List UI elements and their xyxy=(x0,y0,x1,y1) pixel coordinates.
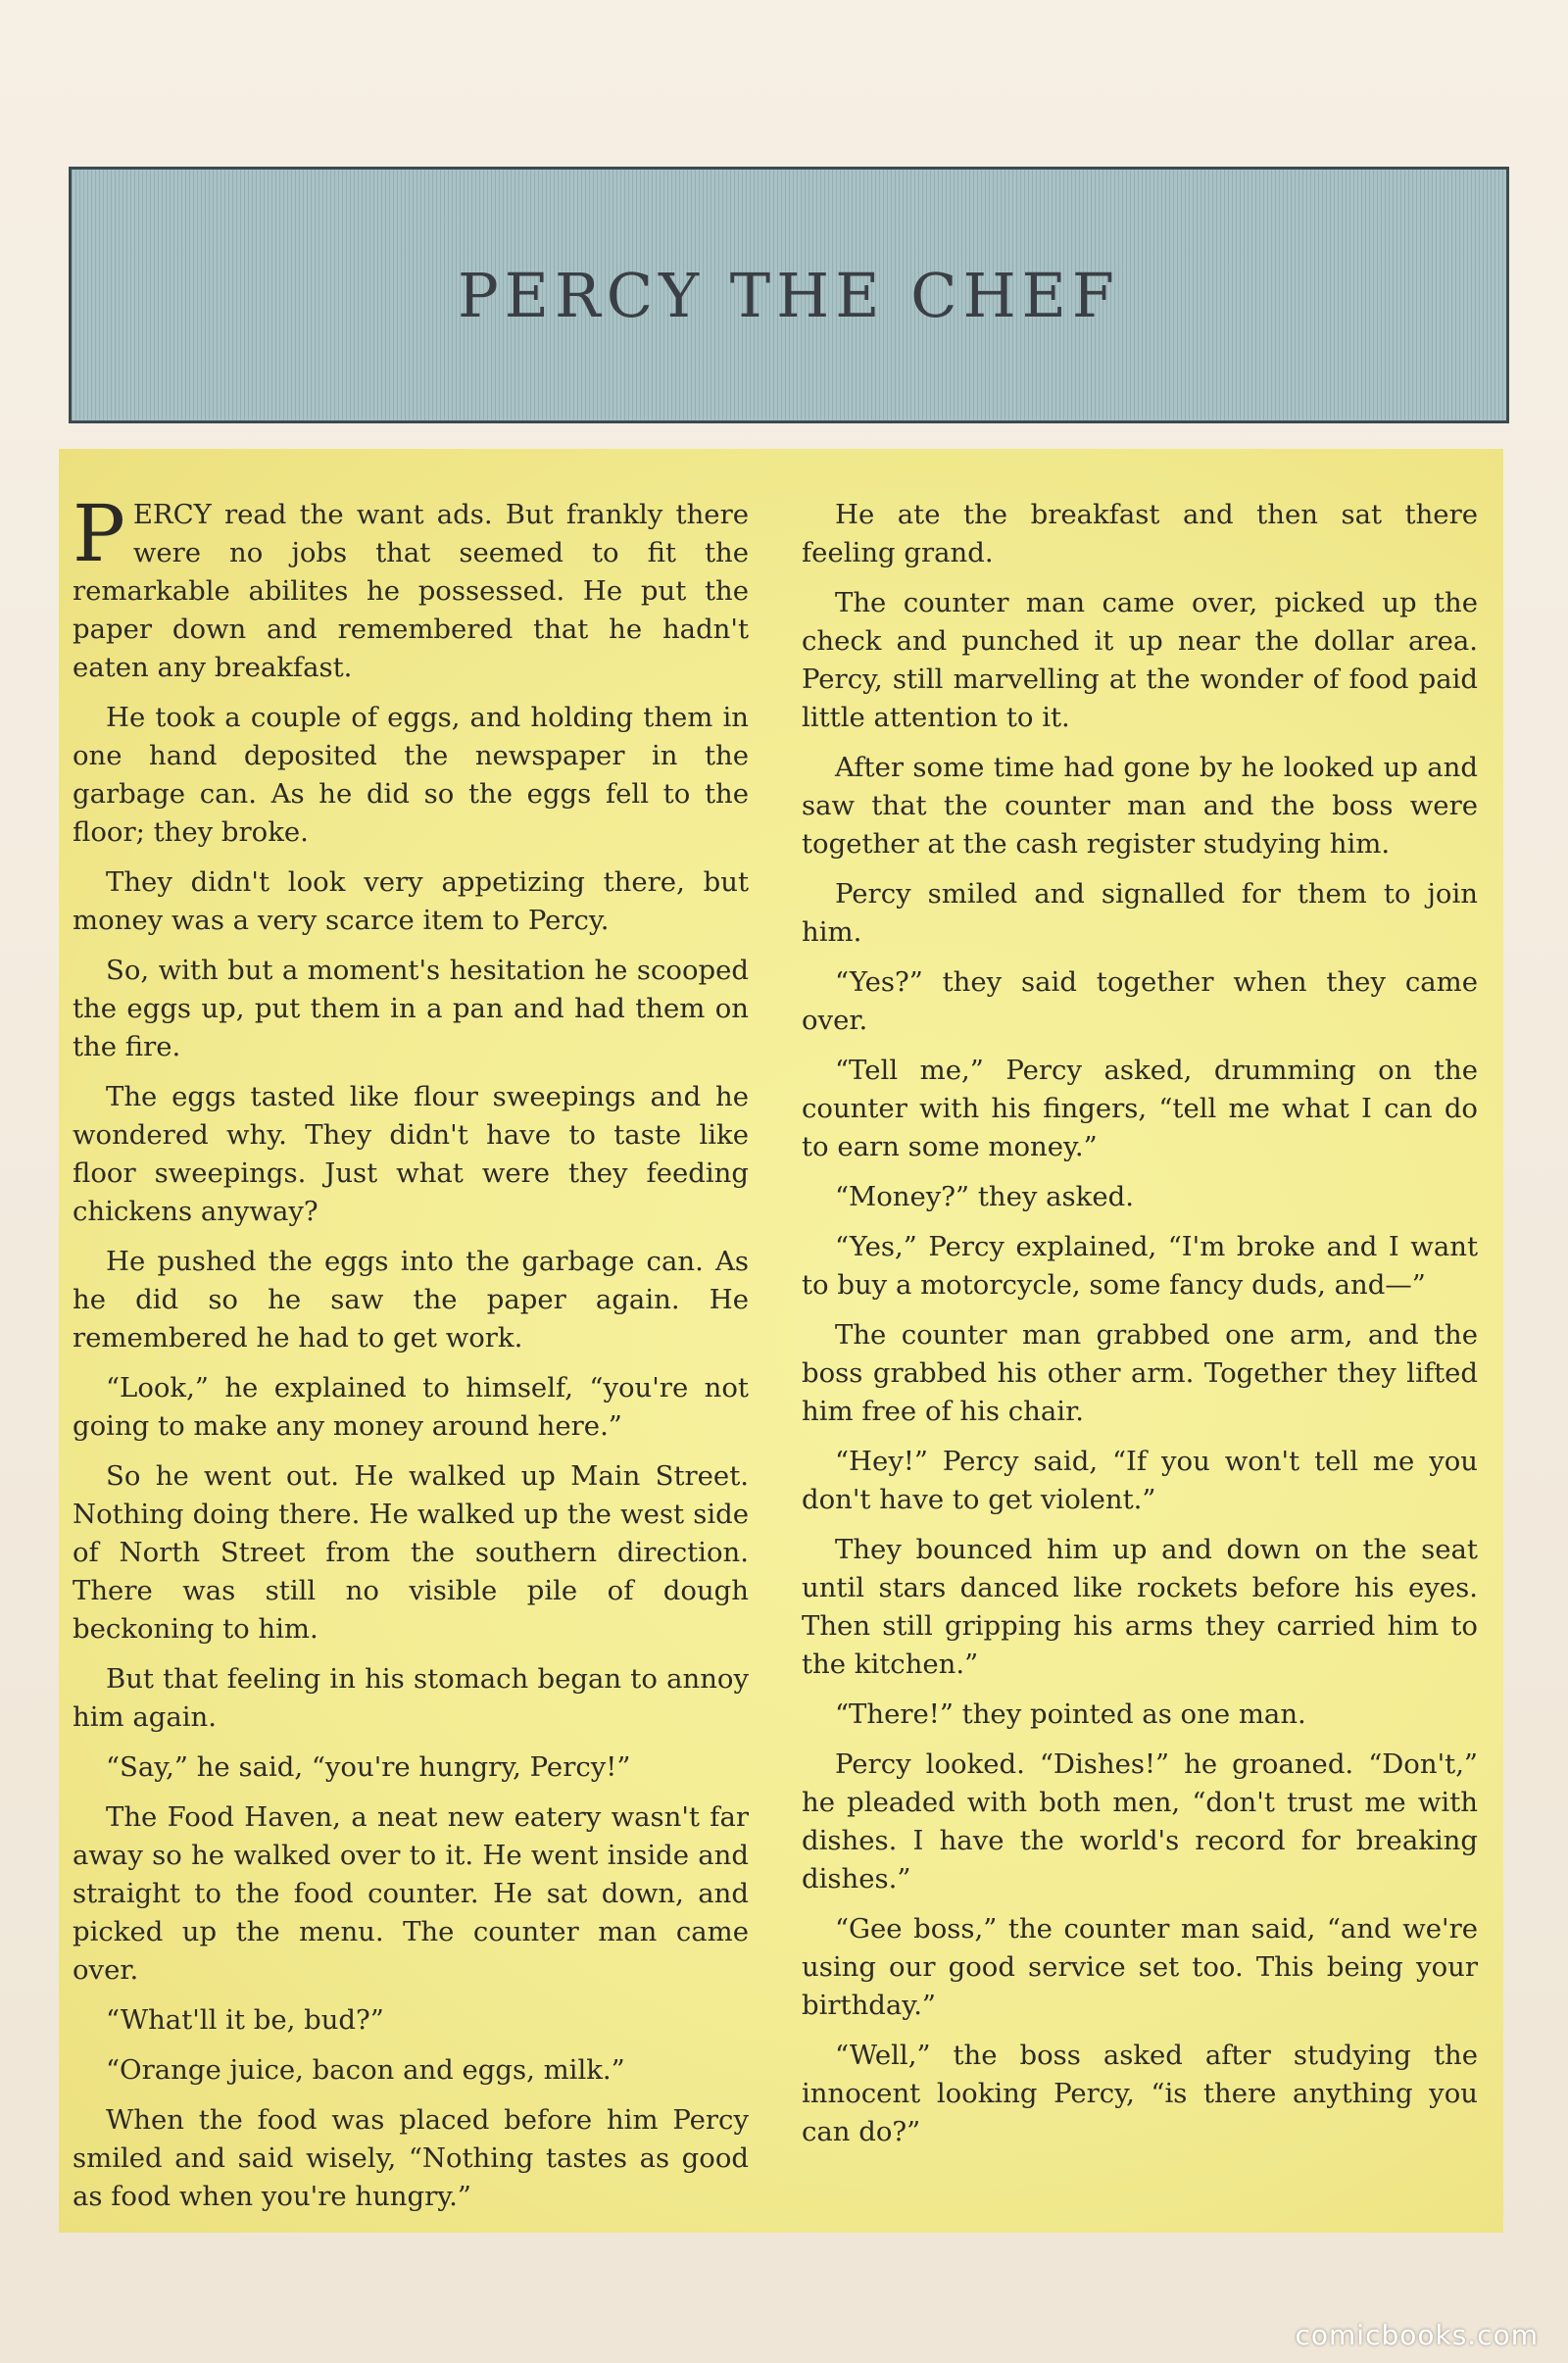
paragraph: “There!” they pointed as one man. xyxy=(835,1698,1306,1730)
paragraph: So, with but a moment's hesitation he scooped the eggs up, put them in a pan and had them on the fire. xyxy=(73,955,749,1062)
paragraph: “Money?” they asked. xyxy=(835,1181,1134,1212)
paragraph: But that feeling in his stomach began to annoy him again. xyxy=(73,1663,749,1733)
text-column-left xyxy=(73,488,749,2213)
paragraph: He took a couple of eggs, and holding them in one hand deposited the newspaper in the garbage can. As he did so the eggs fell to the floor; they broke. xyxy=(73,702,749,848)
paragraph: “Look,” he explained to himself, “you're not going to make any money around here.” xyxy=(73,1372,749,1442)
paragraph: “Gee boss,” the counter man said, “and we're using our good service set too. This being your birthday.” xyxy=(802,1913,1478,2021)
story-title: PERCY THE CHEF xyxy=(458,259,1120,331)
paragraph: Percy looked. “Dishes!” he groaned. “Don't,” he pleaded with both men, “don't trust me with dishes. I have the world's record for breaking dishes.” xyxy=(802,1748,1478,1895)
paragraph-text: ERCY read the want ads. But frankly there were no jobs that seemed to fit the remarkable abilites he possessed. He put the paper down and remembered that he hadn't eaten any breakfast. xyxy=(73,499,749,683)
paragraph xyxy=(73,488,749,687)
story-text-area xyxy=(59,449,1503,2233)
paragraph: The counter man came over, picked up the check and punched it up near the dollar area. Percy, still marvelling at the wonder of food paid little attention to it. xyxy=(802,587,1478,733)
paragraph: After some time had gone by he looked up and saw that the counter man and the boss were together at the cash register studying him. xyxy=(802,752,1478,860)
paragraph: “Tell me,” Percy asked, drumming on the counter with his fingers, “tell me what I can do to earn some money.” xyxy=(802,1055,1478,1162)
paragraph: The Food Haven, a neat new eatery wasn't far away so he walked over to it. He went inside and straight to the food counter. He sat down, and picked up the menu. The counter man came over. xyxy=(73,1801,749,1986)
paragraph: “Yes?” they said together when they came over. xyxy=(802,966,1478,1036)
paragraph: They bounced him up and down on the seat until stars danced like rockets before his eyes. Then still gripping his arms they carried him to the kitchen.” xyxy=(802,1534,1478,1680)
drop-cap: P xyxy=(73,488,125,579)
title-banner xyxy=(69,167,1509,423)
paragraph: When the food was placed before him Percy smiled and said wisely, “Nothing tastes as good as food when you're hungry.” xyxy=(73,2104,749,2212)
paragraph: They didn't look very appetizing there, but money was a very scarce item to Percy. xyxy=(73,866,749,936)
paragraph: Percy smiled and signalled for them to join him. xyxy=(802,878,1478,948)
paragraph: He ate the breakfast and then sat there feeling grand. xyxy=(802,499,1478,568)
paragraph: “Yes,” Percy explained, “I'm broke and I want to buy a motorcycle, some fancy duds, and—” xyxy=(802,1231,1478,1301)
paragraph: “What'll it be, bud?” xyxy=(106,2004,384,2036)
paragraph: He pushed the eggs into the garbage can. As he did so he saw the paper again. He remembered he had to get work. xyxy=(73,1246,749,1354)
paragraph: “Orange juice, bacon and eggs, milk.” xyxy=(106,2054,625,2086)
paragraph: “Hey!” Percy said, “If you won't tell me you don't have to get violent.” xyxy=(802,1446,1478,1515)
paragraph: The eggs tasted like flour sweepings and he wondered why. They didn't have to taste like floor sweepings. Just what were they feeding chickens anyway? xyxy=(73,1081,749,1227)
paragraph: “Well,” the boss asked after studying the innocent looking Percy, “is there anything you can do?” xyxy=(802,2040,1478,2147)
paragraph: So he went out. He walked up Main Street. Nothing doing there. He walked up the west side of North Street from the southern direction. There was still no visible pile of dough beckoning to him. xyxy=(73,1460,749,1645)
text-column-right xyxy=(802,496,1478,2213)
paragraph: “Say,” he said, “you're hungry, Percy!” xyxy=(106,1751,631,1783)
paragraph: The counter man grabbed one arm, and the boss grabbed his other arm. Together they lifted him free of his chair. xyxy=(802,1319,1478,1427)
site-watermark: comicbooks.com xyxy=(1295,2319,1539,2351)
